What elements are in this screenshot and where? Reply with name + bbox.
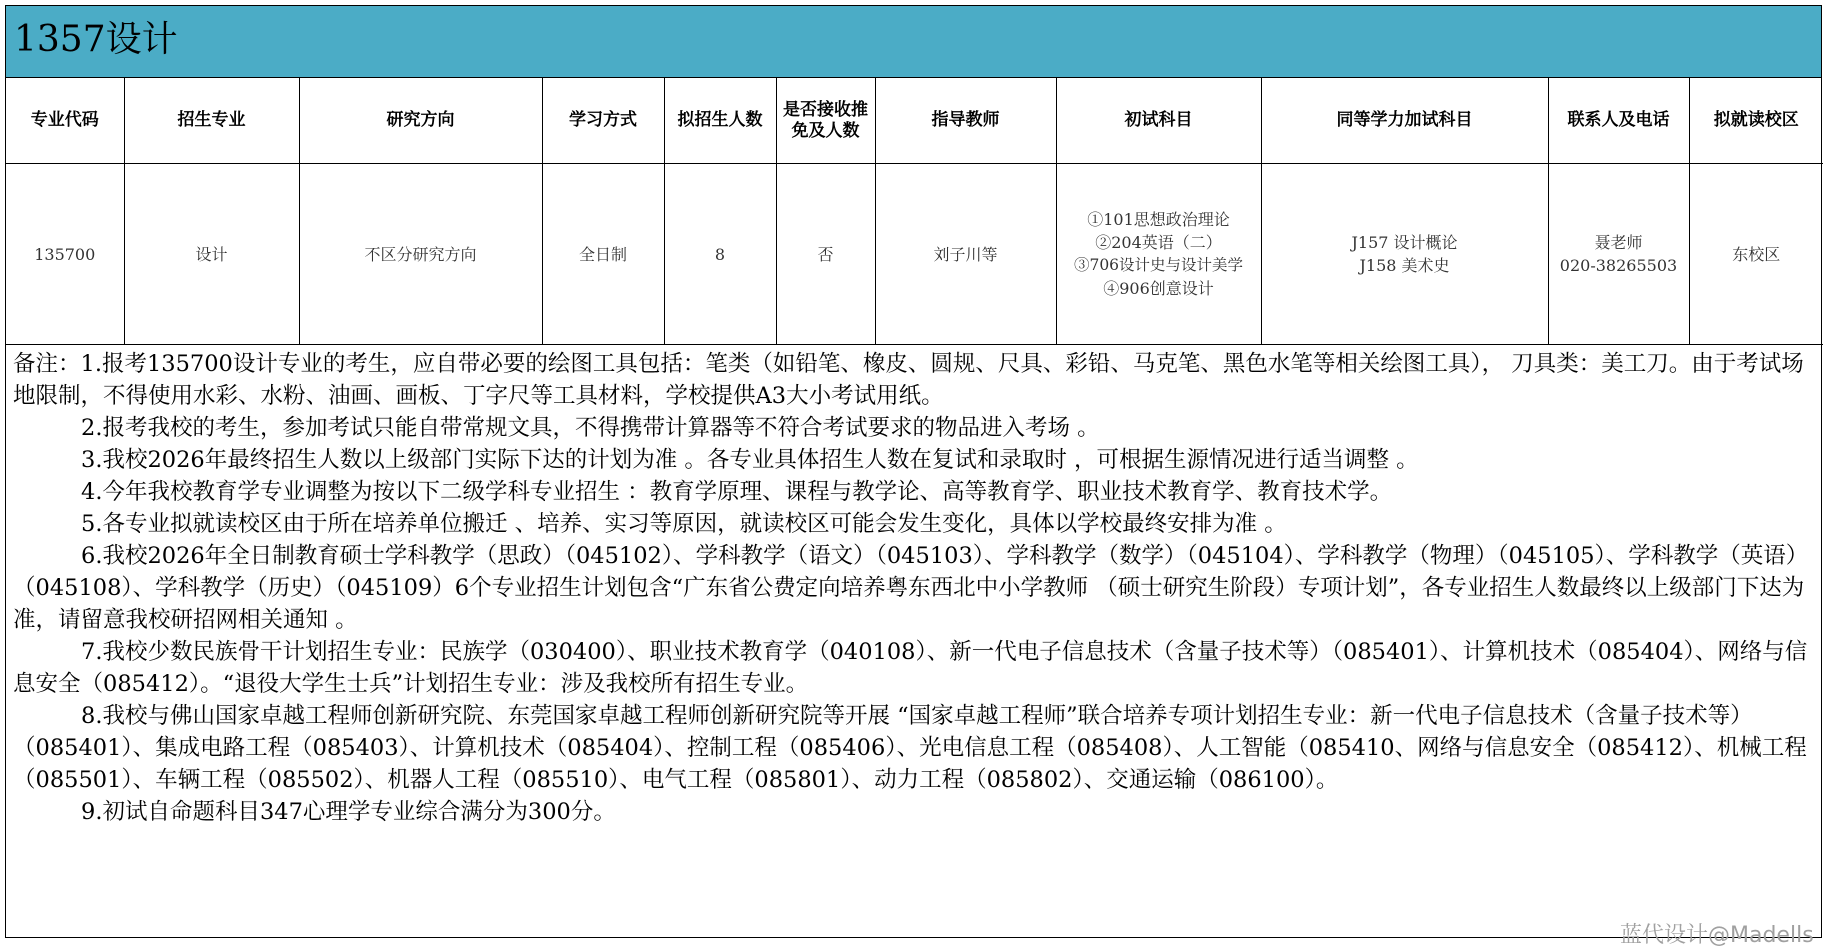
header-mode: 学习方式: [542, 78, 664, 164]
cell-contact: [1548, 164, 1689, 345]
cell-supervisor: 刘子川等: [875, 164, 1056, 345]
header-row: [6, 78, 1823, 164]
exam-line: ③706设计史与设计美学: [1073, 256, 1244, 274]
extra-exam-line: J158 美术史: [1359, 256, 1450, 275]
remark-item: 2.报考我校的考生，参加考试只能自带常规文具，不得携带计算器等不符合考试要求的物品进入考场 。: [81, 415, 1100, 441]
cell-quota: 8: [664, 164, 776, 345]
remarks: [6, 344, 1821, 828]
cell-exempt: 否: [776, 164, 875, 345]
remark-item: 5.各专业拟就读校区由于所在培养单位搬迁 、培养、实习等原因，就读校区可能会发生变化，具体以学校最终安排为准 。: [81, 511, 1287, 537]
page-title: 1357设计: [14, 19, 178, 60]
remark-item: 9.初试自命题科目347心理学专业综合满分为300分。: [81, 799, 616, 825]
header-contact: 联系人及电话: [1548, 78, 1689, 164]
header-extra-exams: 同等学力加试科目: [1261, 78, 1548, 164]
title-bar: [6, 6, 1821, 78]
contact-name: 聂老师: [1594, 233, 1643, 252]
exam-line: ④906创意设计: [1103, 279, 1214, 298]
exam-line: ②204英语（二）: [1095, 233, 1222, 252]
exam-line: ①101思想政治理论: [1087, 210, 1230, 229]
remark-item: 3.我校2026年最终招生人数以上级部门实际下达的计划为准 。各专业具体招生人数在复试和录取时 ，可根据生源情况进行适当调整 。: [81, 447, 1419, 473]
cell-mode: 全日制: [542, 164, 664, 345]
remark-item: 4.今年我校教育学专业调整为按以下二级学科专业招生 ：教育学原理、课程与教学论、高等教育学、职业技术教育学、教育技术学。: [81, 479, 1393, 505]
admission-table: [6, 78, 1823, 345]
header-exempt: 是否接收推免及人数: [776, 78, 875, 164]
table-row: [6, 164, 1823, 345]
cell-exams: [1056, 164, 1261, 345]
header-supervisor: 指导教师: [875, 78, 1056, 164]
remark-item: 6.我校2026年全日制教育硕士学科教学（思政）（045102）、学科教学（语文）（045103）、学科教学（数学）（045104）、学科教学（物理）（045105）、学科教学（英语）（045108）、学科教学（历史）（045109）6个专业招生计划包含“广东省公费定向培养粤东西北中小学教师 （硕士研究生阶段）专项计划”，各专业招生人数最终以上级部门下达为准，请留意我校研招网相关通知 。: [13, 543, 1809, 633]
extra-exam-line: J157 设计概论: [1351, 233, 1458, 252]
cell-code: 135700: [6, 164, 124, 345]
remark-item: 备注：1.报考135700设计专业的考生，应自带必要的绘图工具包括：笔类（如铅笔、橡皮、圆规、尺具、彩铅、马克笔、黑色水笔等相关绘图工具）， 刀具类：美工刀。由于考试场地限制，不得使用水彩、水粉、油画、画板、丁字尺等工具材料，学校提供A3大小考试用纸。: [13, 351, 1804, 409]
header-major: 招生专业: [124, 78, 299, 164]
remark-item: 8.我校与佛山国家卓越工程师创新研究院、东莞国家卓越工程师创新研究院等开展 “国家卓越工程师”联合培养专项计划招生专业：新一代电子信息技术（含量子技术等）（085401）、集成电路工程（085403）、计算机技术（085404）、控制工程（085406）、光电信息工程（085408）、人工智能（085410、网络与信息安全（085412）、机械工程（085501）、车辆工程（085502）、机器人工程（085510）、电气工程（085801）、动力工程（085802）、交通运输（086100）。: [13, 703, 1807, 793]
header-exams: 初试科目: [1056, 78, 1261, 164]
contact-phone: 020-38265503: [1559, 256, 1678, 275]
header-quota: 拟招生人数: [664, 78, 776, 164]
cell-major: 设计: [124, 164, 299, 345]
cell-campus: 东校区: [1689, 164, 1823, 345]
header-direction: 研究方向: [299, 78, 542, 164]
cell-direction: 不区分研究方向: [299, 164, 542, 345]
header-campus: 拟就读校区: [1689, 78, 1823, 164]
remark-item: 7.我校少数民族骨干计划招生专业：民族学（030400）、职业技术教育学（040108）、新一代电子信息技术（含量子技术等）（085401）、计算机技术（085404）、网络与信息安全（085412）。“退役大学生士兵”计划招生专业：涉及我校所有招生专业。: [13, 639, 1808, 697]
cell-extra-exams: [1261, 164, 1548, 345]
header-code: 专业代码: [6, 78, 124, 164]
admission-sheet: [5, 5, 1822, 938]
watermark: 蓝代设计@Madells: [1620, 923, 1814, 948]
